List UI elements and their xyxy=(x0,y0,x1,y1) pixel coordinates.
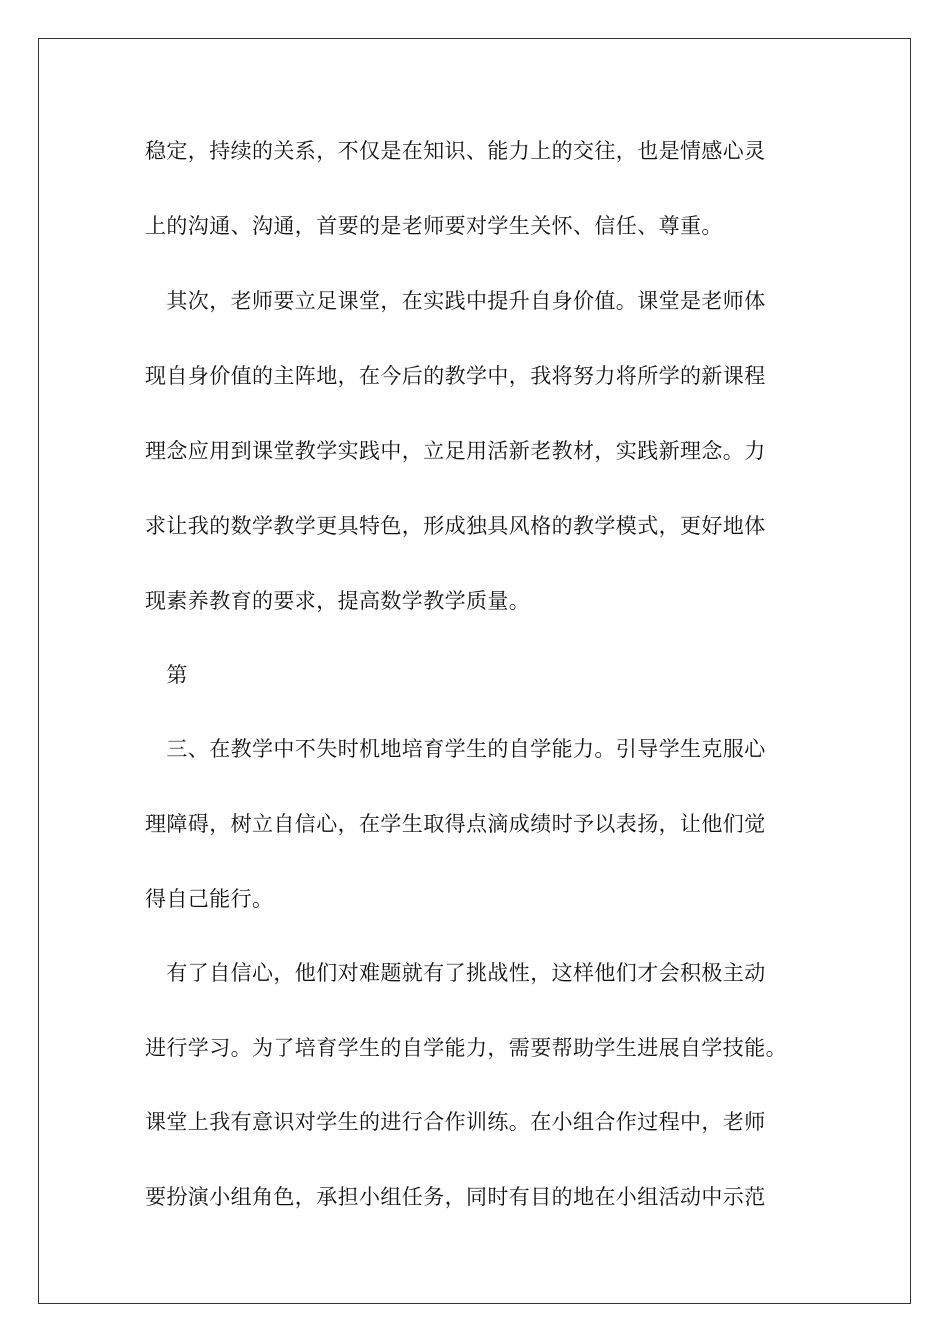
text-line: 其次，老师要立足课堂，在实践中提升自身价值。课堂是老师体 xyxy=(145,289,766,313)
text-line: 现自身价值的主阵地，在今后的教学中，我将努力将所学的新课程 xyxy=(145,364,766,388)
text-line: 有了自信心，他们对难题就有了挑战性，这样他们才会积极主动 xyxy=(145,961,766,985)
text-line: 得自己能行。 xyxy=(145,887,274,911)
text-line: 现素养教育的要求，提高数学教学质量。 xyxy=(145,589,531,613)
text-line: 理障碍，树立自信心，在学生取得点滴成绩时予以表扬，让他们觉 xyxy=(145,812,766,836)
text-line: 进行学习。为了培育学生的自学能力，需要帮助学生进展自学技能。 xyxy=(145,1036,787,1060)
text-line: 第 xyxy=(145,663,188,687)
text-line: 上的沟通、沟通，首要的是老师要对学生关怀、信任、尊重。 xyxy=(145,214,723,238)
text-line: 课堂上我有意识对学生的进行合作训练。在小组合作过程中，老师 xyxy=(145,1110,766,1134)
text-line: 理念应用到课堂教学实践中，立足用活新老教材，实践新理念。力 xyxy=(145,439,766,463)
text-line: 求让我的数学教学更具特色，形成独具风格的教学模式，更好地体 xyxy=(145,514,766,538)
text-line: 要扮演小组角色，承担小组任务，同时有目的地在小组活动中示范 xyxy=(145,1185,766,1209)
text-line: 三、在教学中不失时机地培育学生的自学能力。引导学生克服心 xyxy=(145,737,766,761)
text-line: 稳定，持续的关系，不仅是在知识、能力上的交往，也是情感心灵 xyxy=(145,139,766,163)
